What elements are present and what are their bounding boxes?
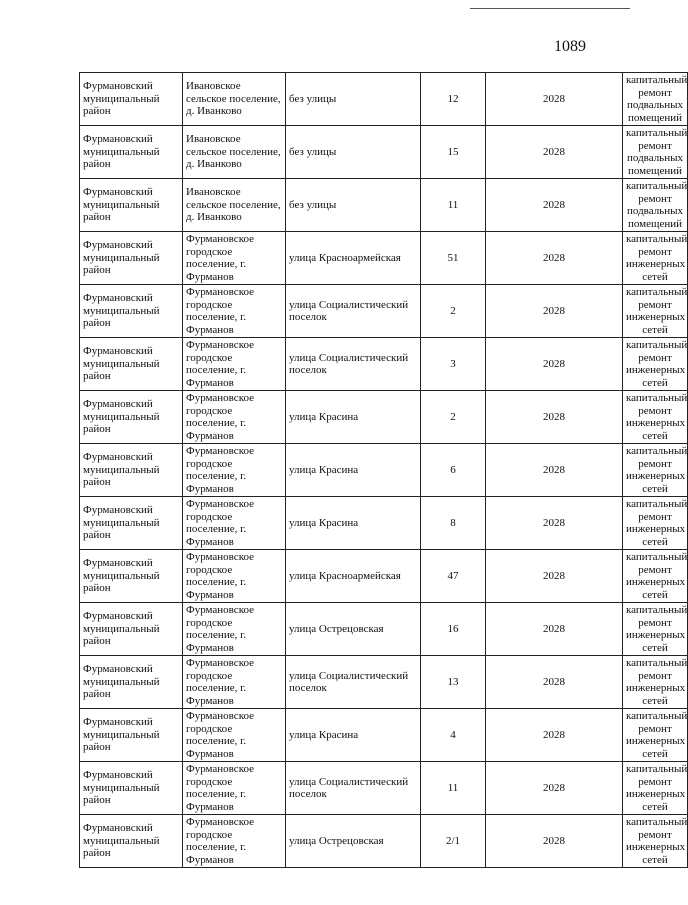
table-row — [80, 338, 688, 391]
year-cell: 2028 — [486, 232, 623, 285]
settlement-cell: Фурмановское городское поселение, г. Фурманов — [183, 391, 286, 444]
house-number-cell: 2/1 — [421, 815, 486, 868]
top-rule — [470, 8, 630, 9]
house-number-cell: 16 — [421, 603, 486, 656]
district-cell: Фурмановский муниципальный район — [80, 126, 183, 179]
district-cell: Фурмановский муниципальный район — [80, 73, 183, 126]
house-number-cell: 6 — [421, 444, 486, 497]
year-cell: 2028 — [486, 815, 623, 868]
house-number-cell: 4 — [421, 709, 486, 762]
year-cell: 2028 — [486, 444, 623, 497]
settlement-cell: Фурмановское городское поселение, г. Фурманов — [183, 656, 286, 709]
year-cell: 2028 — [486, 656, 623, 709]
street-cell: улица Красина — [286, 391, 421, 444]
work-type-cell: капитальный ремонт инженерных сетей — [623, 709, 688, 762]
table-row — [80, 550, 688, 603]
table-row — [80, 709, 688, 762]
settlement-cell: Фурмановское городское поселение, г. Фурманов — [183, 285, 286, 338]
district-cell: Фурмановский муниципальный район — [80, 444, 183, 497]
work-type-cell: капитальный ремонт подвальных помещений — [623, 73, 688, 126]
table-row — [80, 73, 688, 126]
table-body — [80, 73, 688, 868]
district-cell: Фурмановский муниципальный район — [80, 815, 183, 868]
table-row — [80, 285, 688, 338]
work-type-cell: капитальный ремонт инженерных сетей — [623, 497, 688, 550]
settlement-cell: Фурмановское городское поселение, г. Фурманов — [183, 232, 286, 285]
work-type-cell: капитальный ремонт инженерных сетей — [623, 391, 688, 444]
district-cell: Фурмановский муниципальный район — [80, 656, 183, 709]
work-type-cell: капитальный ремонт инженерных сетей — [623, 338, 688, 391]
house-number-cell: 8 — [421, 497, 486, 550]
registry-table — [79, 72, 688, 868]
page-number: 1089 — [554, 38, 586, 55]
work-type-cell: капитальный ремонт инженерных сетей — [623, 285, 688, 338]
work-type-cell: капитальный ремонт инженерных сетей — [623, 603, 688, 656]
work-type-cell: капитальный ремонт подвальных помещений — [623, 126, 688, 179]
year-cell: 2028 — [486, 179, 623, 232]
house-number-cell: 15 — [421, 126, 486, 179]
district-cell: Фурмановский муниципальный район — [80, 550, 183, 603]
year-cell: 2028 — [486, 497, 623, 550]
work-type-cell: капитальный ремонт инженерных сетей — [623, 232, 688, 285]
street-cell: без улицы — [286, 179, 421, 232]
street-cell: улица Социалистический поселок — [286, 762, 421, 815]
district-cell: Фурмановский муниципальный район — [80, 762, 183, 815]
year-cell: 2028 — [486, 391, 623, 444]
settlement-cell: Фурмановское городское поселение, г. Фурманов — [183, 497, 286, 550]
settlement-cell: Ивановское сельское поселение, д. Иванково — [183, 126, 286, 179]
settlement-cell: Ивановское сельское поселение, д. Иванково — [183, 179, 286, 232]
settlement-cell: Фурмановское городское поселение, г. Фурманов — [183, 550, 286, 603]
street-cell: без улицы — [286, 73, 421, 126]
district-cell: Фурмановский муниципальный район — [80, 232, 183, 285]
house-number-cell: 11 — [421, 762, 486, 815]
district-cell: Фурмановский муниципальный район — [80, 338, 183, 391]
table-row — [80, 603, 688, 656]
district-cell: Фурмановский муниципальный район — [80, 179, 183, 232]
street-cell: без улицы — [286, 126, 421, 179]
table-row — [80, 444, 688, 497]
settlement-cell: Фурмановское городское поселение, г. Фурманов — [183, 762, 286, 815]
street-cell: улица Острецовская — [286, 603, 421, 656]
work-type-cell: капитальный ремонт инженерных сетей — [623, 762, 688, 815]
year-cell: 2028 — [486, 73, 623, 126]
district-cell: Фурмановский муниципальный район — [80, 285, 183, 338]
work-type-cell: капитальный ремонт подвальных помещений — [623, 179, 688, 232]
house-number-cell: 2 — [421, 285, 486, 338]
district-cell: Фурмановский муниципальный район — [80, 497, 183, 550]
street-cell: улица Социалистический поселок — [286, 656, 421, 709]
year-cell: 2028 — [486, 338, 623, 391]
district-cell: Фурмановский муниципальный район — [80, 391, 183, 444]
work-type-cell: капитальный ремонт инженерных сетей — [623, 550, 688, 603]
house-number-cell: 11 — [421, 179, 486, 232]
street-cell: улица Острецовская — [286, 815, 421, 868]
work-type-cell: капитальный ремонт инженерных сетей — [623, 444, 688, 497]
year-cell: 2028 — [486, 709, 623, 762]
settlement-cell: Фурмановское городское поселение, г. Фурманов — [183, 815, 286, 868]
settlement-cell: Фурмановское городское поселение, г. Фурманов — [183, 603, 286, 656]
street-cell: улица Социалистический поселок — [286, 285, 421, 338]
work-type-cell: капитальный ремонт инженерных сетей — [623, 656, 688, 709]
table-row — [80, 762, 688, 815]
district-cell: Фурмановский муниципальный район — [80, 709, 183, 762]
table-row — [80, 179, 688, 232]
street-cell: улица Красноармейская — [286, 232, 421, 285]
table-row — [80, 126, 688, 179]
street-cell: улица Красина — [286, 709, 421, 762]
street-cell: улица Красноармейская — [286, 550, 421, 603]
table-row — [80, 232, 688, 285]
settlement-cell: Фурмановское городское поселение, г. Фурманов — [183, 338, 286, 391]
street-cell: улица Красина — [286, 497, 421, 550]
house-number-cell: 12 — [421, 73, 486, 126]
table-row — [80, 656, 688, 709]
year-cell: 2028 — [486, 603, 623, 656]
year-cell: 2028 — [486, 126, 623, 179]
house-number-cell: 2 — [421, 391, 486, 444]
street-cell: улица Социалистический поселок — [286, 338, 421, 391]
street-cell: улица Красина — [286, 444, 421, 497]
year-cell: 2028 — [486, 285, 623, 338]
settlement-cell: Ивановское сельское поселение, д. Иванково — [183, 73, 286, 126]
house-number-cell: 51 — [421, 232, 486, 285]
table-row — [80, 391, 688, 444]
house-number-cell: 47 — [421, 550, 486, 603]
settlement-cell: Фурмановское городское поселение, г. Фурманов — [183, 444, 286, 497]
year-cell: 2028 — [486, 550, 623, 603]
district-cell: Фурмановский муниципальный район — [80, 603, 183, 656]
year-cell: 2028 — [486, 762, 623, 815]
settlement-cell: Фурмановское городское поселение, г. Фурманов — [183, 709, 286, 762]
house-number-cell: 13 — [421, 656, 486, 709]
table-row — [80, 497, 688, 550]
house-number-cell: 3 — [421, 338, 486, 391]
table-row — [80, 815, 688, 868]
work-type-cell: капитальный ремонт инженерных сетей — [623, 815, 688, 868]
